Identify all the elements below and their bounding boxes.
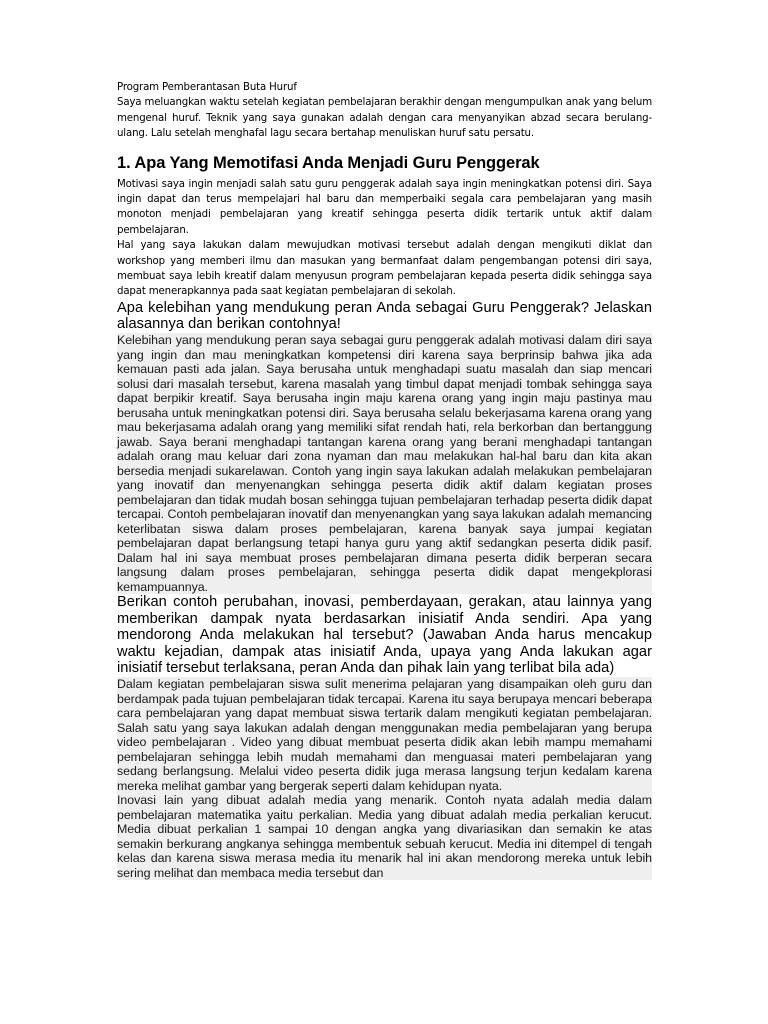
answer-initiative-media: Inovasi lain yang dibuat adalah media yang menarik. Contoh nyata adalah media dalam pembelajaran matematika yaitu perkalian. Media yang dibuat adalah media perkalian kerucut. Media dibuat perkalian 1 sampai 10 dengan angka yang divariasikan dan semakin ke atas semakin berkurang angkanya sehingga membentuk sebuah kerucut. Media ini ditempel di tengah kelas dan karena siswa merasa media itu menarik hal ini akan mendorong mereka untuk lebih sering melihat dan membaca media tersebut dan xyxy=(117,793,652,880)
motivation-paragraph: Motivasi saya ingin menjadi salah satu guru penggerak adalah saya ingin meningkatkan potensi diri. Saya ingin dapat dan terus mempelajari hal baru dan memperbaiki segala cara pembelajaran yang masih monoton menjadi pembelajaran yang kreatif sehingga peserta didik tertarik untuk aktif dalam pembelajaran. xyxy=(117,178,652,236)
intro-title: Program Pemberantasan Buta Huruf xyxy=(117,82,297,93)
action-paragraph: Hal yang saya lakukan dalam mewujudkan motivasi tersebut adalah dengan mengikuti diklat dan workshop yang memberi ilmu dan masukan yang bermanfaat dalam pengembangan potensi diri saya, membuat saya lebih kreatif dalam menyusun program pembelajaran kepada peserta didik sehingga saya dapat menerapkannya pada saat kegiatan pembelajaran di sekolah. xyxy=(117,240,652,298)
intro-paragraph: Saya meluangkan waktu setelah kegiatan pembelajaran berakhir dengan mengumpulkan anak yang belum mengenal huruf. Teknik yang saya gunakan adalah dengan cara menyanyikan abzad secara berulang-ulang. Lalu setelah menghafal lagu secara bertahap menuliskan huruf satu persatu. xyxy=(117,97,652,140)
question-strengths: Apa kelebihan yang mendukung peran Anda sebagai Guru Penggerak? Jelaskan alasannya dan berikan contohnya! xyxy=(117,299,652,333)
section-heading: 1. Apa Yang Memotifasi Anda Menjadi Guru Penggerak xyxy=(117,153,540,172)
answer-initiative-video: Dalam kegiatan pembelajaran siswa sulit menerima pelajaran yang disampaikan oleh guru dan berdampak pada tujuan pembelajaran tidak tercapai. Karena itu saya berupaya mencari beberapa cara pembelajaran yang dapat membuat siswa tertarik dalam mengikuti kegiatan pembelajaran. Salah satu yang saya lakukan adalah dengan menggunakan media pembelajaran yang berupa video pembelajaran . Video yang dibuat membuat peserta didik akan lebih mampu memahami pembelajaran sehingga lebih mudah memahami dan menguasai materi pembelajaran yang sedang berlangsung. Melalui video peserta didik juga merasa langsung terjun kedalam karena mereka melihat gambar yang bergerak seperti dalam kehidupan nyata. xyxy=(117,677,652,793)
answer-strengths: Kelebihan yang mendukung peran saya sebagai guru penggerak adalah motivasi dalam diri saya yang ingin dan mau meningkatkan kompetensi diri karena saya berprinsip bahwa jika ada kemauan pasti ada jalan. Saya berusaha untuk menghadapi suatu masalah dan siap mencari solusi dari masalah tersebut, karena masalah yang timbul dapat menjadi tombak sehingga saya dapat berpikir kreatif. Saya berusaha ingin maju karena orang yang ingin maju pastinya mau berusaha untuk meningkatkan potensi diri. Saya berusaha selalu bekerjasama karena orang yang mau bekerjasama adalah orang yang memiliki sifat rendah hati, rela berkorban dan bertanggung jawab. Saya berani menghadapi tantangan karena orang yang berani menghadapi tantangan adalah orang mau keluar dari zona nyaman dan mau melakukan hal-hal baru dan kita akan bersedia menjadi sukarelawan. Contoh yang ingin saya lakukan adalah melakukan pembelajaran yang inovatif dan menyenangkan sehingga peserta didik aktif dalam kegiatan proses pembelajaran dan tidak mudah bosan sehingga tujuan pembelajaran terhadap peserta didik dapat tercapai. Contoh pembelajaran inovatif dan menyenangkan yang saya lakukan adalah memancing keterlibatan siswa dalam proses pembelajaran, karena banyak saya jumpai kegiatan pembelajaran dapat berlangsung tetapi hanya guru yang aktif sedangkan peserta didik pasif. Dalam hal ini saya membuat proses pembelajaran dimana peserta didik berperan secara langsung dalam proses pembelajaran, sehingga peserta didik dapat mengekplorasi kemampuannya. xyxy=(117,333,652,594)
document-page xyxy=(117,80,652,880)
question-initiative: Berikan contoh perubahan, inovasi, pemberdayaan, gerakan, atau lainnya yang memberikan dampak nyata berdasarkan inisiatif Anda sendiri. Apa yang mendorong Anda melakukan hal tersebut? (Jawaban Anda harus mencakup waktu kejadian, dampak atas inisiatif Anda, upaya yang Anda lakukan agar inisiatif tersebut terlaksana, peran Anda dan pihak lain yang terlibat bila ada) xyxy=(117,594,652,677)
